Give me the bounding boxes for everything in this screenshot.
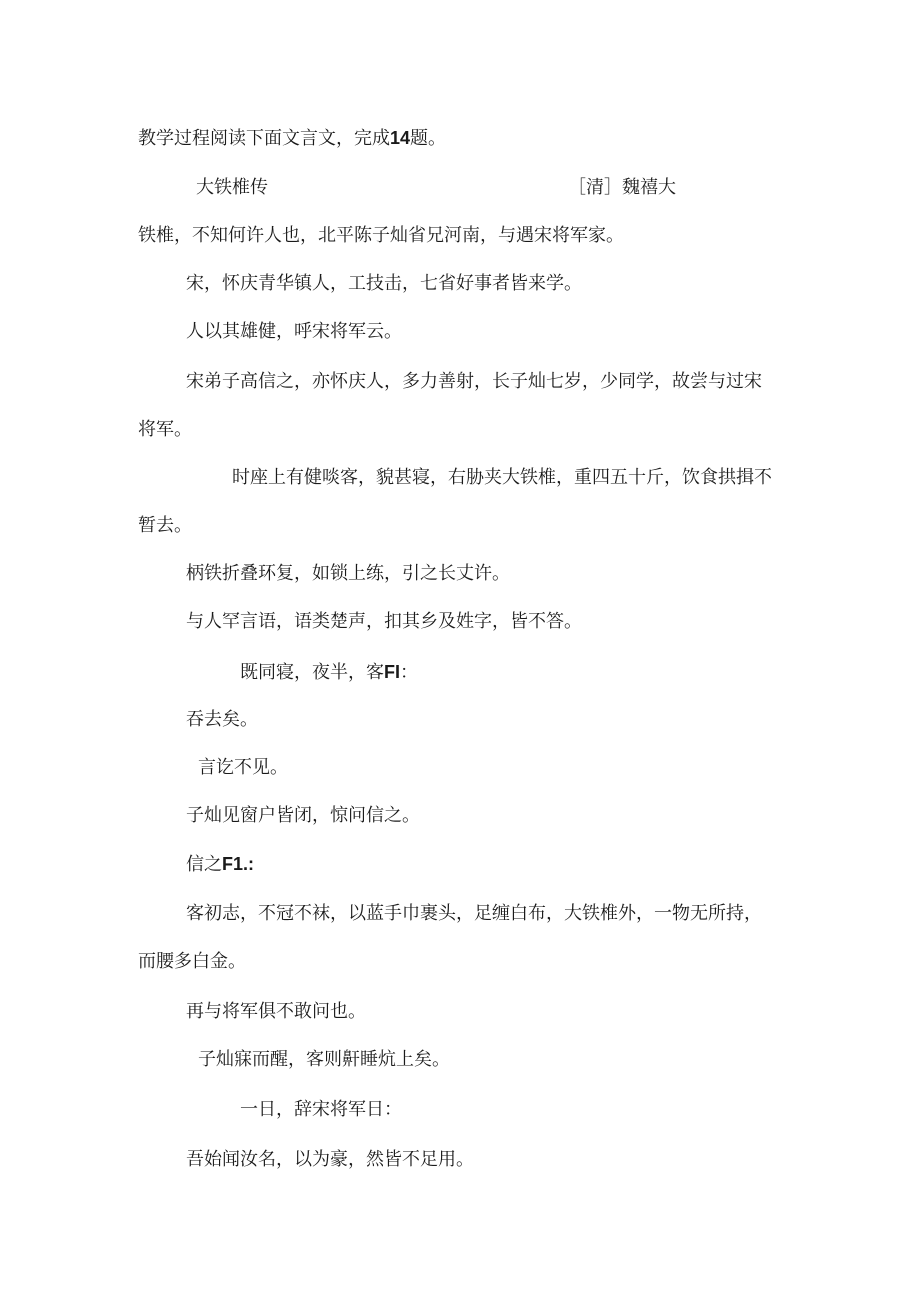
text-line xyxy=(240,660,418,685)
doc-author: ［清］魏禧大 xyxy=(568,177,676,198)
text-line: 子灿寐而醒，客则鼾睡炕上矣。 xyxy=(198,1049,450,1070)
text-line: 再与将军俱不敢问也。 xyxy=(186,1001,366,1022)
question-number: 14 xyxy=(390,128,411,148)
text-line: 宋弟子高信之，亦怀庆人，多力善射，长子灿七岁，少同学，故尝与过宋 xyxy=(186,371,762,392)
text-line: 时座上有健啖客，貌甚寝，右胁夹大铁椎，重四五十斤，饮食拱揖不 xyxy=(232,467,772,488)
text-segment: 信之 xyxy=(186,854,222,875)
text-line: 客初志，不冠不袜，以蓝手巾裹头，足缠白布，大铁椎外，一物无所持， xyxy=(186,903,762,924)
text-segment: ： xyxy=(400,662,418,683)
text-segment: : xyxy=(248,854,255,874)
text-line: 吞去矣。 xyxy=(186,709,258,730)
text-line: 暂去。 xyxy=(138,515,192,536)
doc-title: 大铁椎传 xyxy=(196,177,268,198)
text-line: 柄铁折叠环复，如锁上练，引之长丈许。 xyxy=(186,563,510,584)
garbled-text: F1. xyxy=(222,854,249,874)
intro-suffix: 题。 xyxy=(410,128,447,149)
text-line: 言讫不见。 xyxy=(198,757,288,778)
text-line: 铁椎，不知何许人也，北平陈子灿省兄河南，与遇宋将军家。 xyxy=(138,225,624,246)
text-line: 将军。 xyxy=(138,419,192,440)
text-line: 吾始闻汝名，以为豪，然皆不足用。 xyxy=(186,1149,474,1170)
text-line: 一日，辞宋将军日： xyxy=(240,1099,402,1120)
text-line: 宋，怀庆青华镇人，工技击，七省好事者皆来学。 xyxy=(186,273,582,294)
text-line: 而腰多白金。 xyxy=(138,951,246,972)
text-line xyxy=(186,852,254,877)
intro-line xyxy=(138,126,446,151)
text-line: 人以其雄健，呼宋将军云。 xyxy=(186,321,402,342)
intro-text: 教学过程阅读下面文言文，完成 xyxy=(138,128,390,149)
text-line: 子灿见窗户皆闭，惊问信之。 xyxy=(186,805,420,826)
text-line: 与人罕言语，语类楚声，扣其乡及姓字，皆不答。 xyxy=(186,611,582,632)
garbled-text: FI xyxy=(384,662,400,682)
text-segment: 既同寝，夜半，客 xyxy=(240,662,384,683)
